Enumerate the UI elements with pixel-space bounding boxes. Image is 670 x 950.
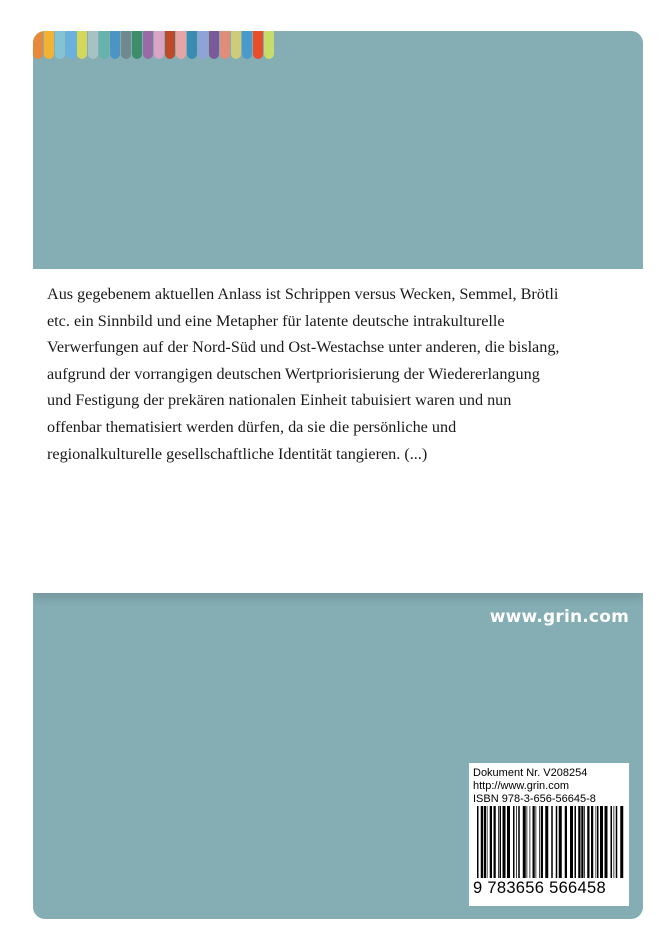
color-stripe: [143, 31, 153, 59]
barcode-icon: [477, 806, 625, 878]
isbn-number: ISBN 978-3-656-56645-8: [473, 793, 596, 805]
color-stripes: [33, 31, 275, 59]
blurb-text: [33, 269, 643, 467]
color-stripe: [264, 31, 274, 59]
color-stripe: [132, 31, 142, 59]
blurb-line: regionalkulturelle gesellschaftliche Identität tangieren. (...): [47, 444, 428, 463]
label-url: http://www.grin.com: [473, 780, 569, 792]
color-stripe: [88, 31, 98, 59]
color-stripe: [198, 31, 208, 59]
blurb-line: Aus gegebenem aktuellen Anlass ist Schrippen versus Wecken, Semmel, Brötli: [47, 285, 559, 303]
color-stripe: [55, 31, 65, 59]
color-stripe: [154, 31, 164, 59]
label-meta: [473, 767, 629, 806]
color-stripe: [253, 31, 263, 59]
color-stripe: [220, 31, 230, 59]
color-stripe: [231, 31, 241, 59]
document-number: Dokument Nr. V208254: [473, 767, 588, 779]
color-stripe: [176, 31, 186, 59]
color-stripe: [165, 31, 175, 59]
color-stripe: [110, 31, 120, 59]
color-stripe: [187, 31, 197, 59]
color-stripe: [66, 31, 76, 59]
blurb-line: aufgrund der vorrangigen deutschen Wertpriorisierung der Wiedererlangung: [47, 364, 540, 383]
color-stripe: [242, 31, 252, 59]
color-stripe: [209, 31, 219, 59]
color-stripe: [44, 31, 54, 59]
blurb-line: etc. ein Sinnbild und eine Metapher für latente deutsche intrakulturelle: [47, 311, 505, 330]
isbn-label: [469, 763, 629, 906]
color-stripe: [99, 31, 109, 59]
publisher-url: www.grin.com: [489, 607, 629, 627]
color-stripe: [77, 31, 87, 59]
blurb-panel: [33, 269, 643, 593]
color-stripe: [33, 31, 43, 59]
blurb-line: Verwerfungen auf der Nord-Süd und Ost-Westachse unter anderen, die bislang,: [47, 338, 560, 357]
blurb-line: offenbar thematisiert werden dürfen, da sie die persönliche und: [47, 417, 457, 436]
blurb-line: und Festigung der prekären nationalen Einheit tabuisiert waren und nun: [47, 391, 512, 410]
barcode-digits: 9 783656 566458: [473, 879, 606, 897]
book-back-cover: [33, 31, 643, 919]
color-stripe: [121, 31, 131, 59]
